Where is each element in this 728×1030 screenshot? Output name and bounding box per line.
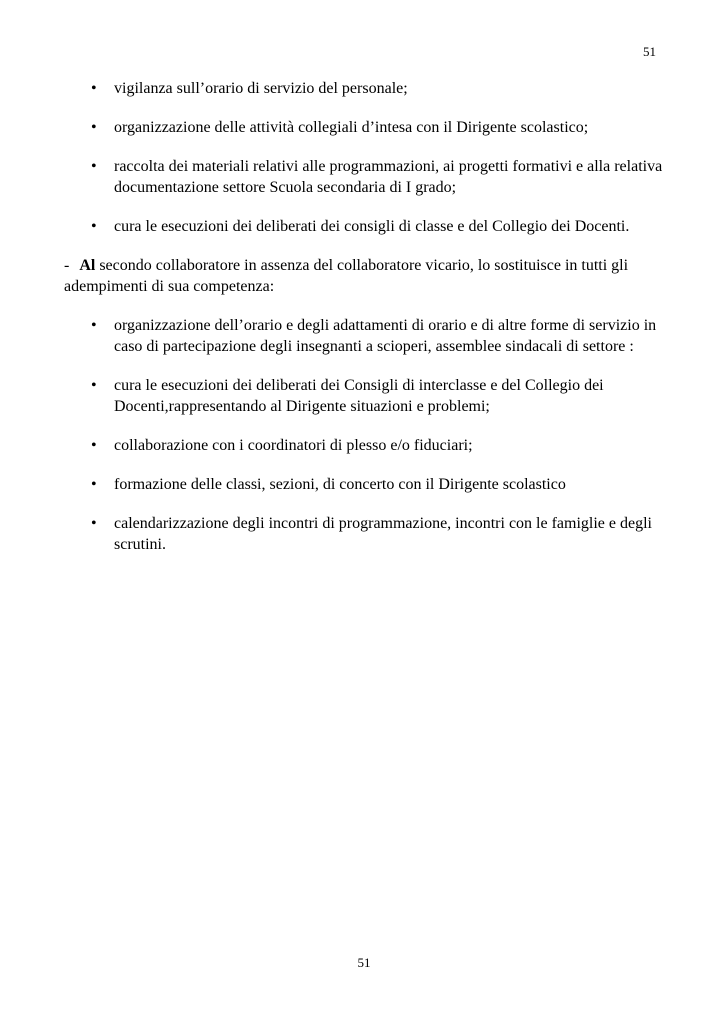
bullet-icon: • — [91, 317, 97, 334]
list-item-text: collaborazione con i coordinatori di plesso e/o fiduciari; — [114, 437, 473, 454]
list-item-text: cura le esecuzioni dei deliberati dei Consigli di interclasse e del Collegio dei Docenti,rappresentando al Dirigente situazioni e problemi; — [114, 377, 604, 415]
list-item — [64, 216, 664, 237]
paragraph-dash: - — [64, 257, 70, 274]
paragraph-bold-lead: Al — [79, 257, 96, 274]
list-item — [64, 156, 664, 198]
list-item-text: raccolta dei materiali relativi alle programmazioni, ai progetti formativi e alla relativa documentazione settore Scuola secondaria di I grado; — [114, 158, 663, 196]
list-item — [64, 117, 664, 138]
bullet-icon: • — [91, 80, 97, 97]
list-item-text: cura le esecuzioni dei deliberati dei consigli di classe e del Collegio dei Docenti. — [114, 218, 630, 235]
list-item — [64, 474, 664, 495]
bullet-icon: • — [91, 377, 97, 394]
list-item-text: calendarizzazione degli incontri di programmazione, incontri con le famiglie e degli scrutini. — [114, 515, 652, 553]
list-item — [64, 513, 664, 555]
list-item — [64, 435, 664, 456]
list-item-text: organizzazione dell’orario e degli adattamenti di orario e di altre forme di servizio in caso di partecipazione degli insegnanti a scioperi, assemblee sindacali di settore : — [114, 317, 657, 355]
bullet-icon: • — [91, 158, 97, 175]
list-item — [64, 78, 664, 99]
paragraph-text: secondo collaboratore in assenza del collaboratore vicario, lo sostituisce in tutti gli adempimenti di sua competenza: — [64, 257, 629, 295]
document-body — [64, 78, 664, 573]
bullet-icon: • — [91, 515, 97, 532]
page-number-bottom: 51 — [357, 955, 371, 970]
bullet-list-1 — [64, 78, 664, 237]
bullet-icon: • — [91, 476, 97, 493]
bullet-list-2 — [64, 315, 664, 555]
page-number-top: 51 — [643, 44, 656, 59]
bullet-icon: • — [91, 437, 97, 454]
list-item — [64, 375, 664, 417]
bullet-icon: • — [91, 218, 97, 235]
list-item-text: vigilanza sull’orario di servizio del personale; — [114, 80, 408, 97]
intro-paragraph — [64, 255, 664, 297]
bullet-icon: • — [91, 119, 97, 136]
list-item-text: formazione delle classi, sezioni, di concerto con il Dirigente scolastico — [114, 476, 566, 493]
list-item-text: organizzazione delle attività collegiali d’intesa con il Dirigente scolastico; — [114, 119, 589, 136]
list-item — [64, 315, 664, 357]
